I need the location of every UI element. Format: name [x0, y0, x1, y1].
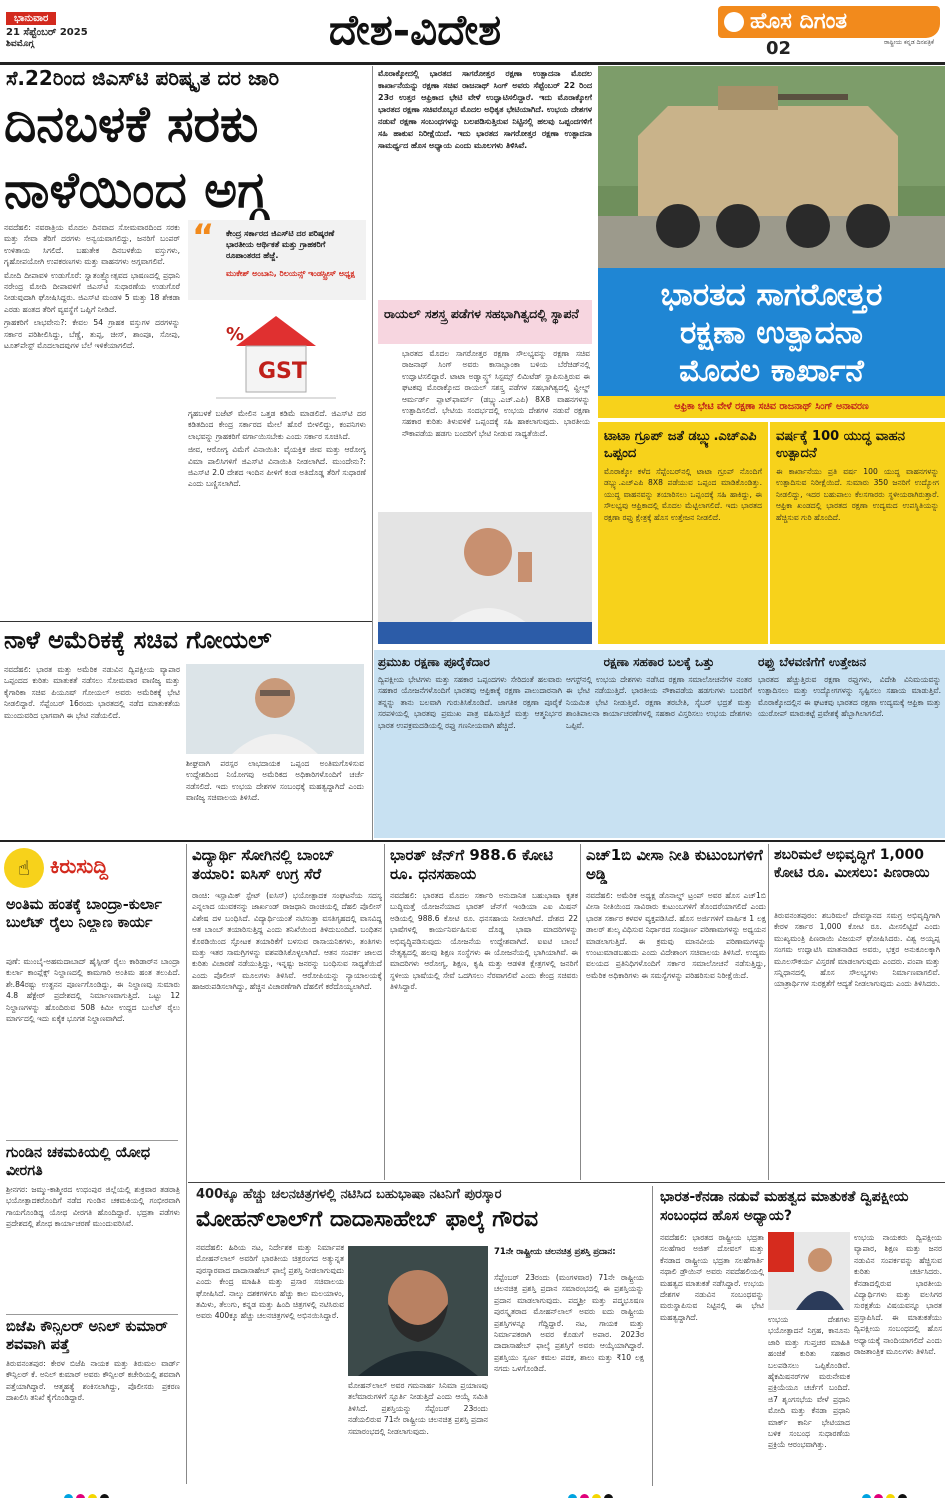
item3-body: ತಿರುವನಂತಪುರ: ಕೇರಳ ಬಿಜೆಪಿ ನಾಯಕ ಮತ್ತು ತಿರುಮಲ ವಾರ್ಡ್ ಕೌನ್ಸಿಲರ್ ಕೆ. ಅನಿಲ್ ಕುಮಾರ್ ಅವರು ಕೌನ್ಸಿಲರ್ ಕಚೇರಿಯಲ್ಲಿ ಶವವಾಗಿ ಪತ್ತೆಯಾಗಿದ್ದಾರೆ. ಆತ್ಮಹತ್ಯೆ ಶಂಕಿಸಲಾಗಿದ್ದು, ಪೊಲೀಸರು ಪ್ರಕರಣ ದಾಖಲಿಸಿ ತನಿಖೆ ಕೈಗೊಂಡಿದ್ದಾರೆ. — [6, 1359, 180, 1403]
mohanlal-side-body: ಸೆಪ್ಟೆಂಬರ್ 23ರಂದು (ಮಂಗಳವಾರ) 71ನೇ ರಾಷ್ಟ್ರೀಯ ಚಲನಚಿತ್ರ ಪ್ರಶಸ್ತಿ ಪ್ರದಾನ ಸಮಾರಂಭದಲ್ಲಿ ಈ ಪ್ರಶಸ್ತಿಯನ್ನು ಪ್ರದಾನ ಮಾಡಲಾಗುವುದು. ಪದ್ಮಶ್ರೀ ಮತ್ತು ಪದ್ಮಭೂಷಣ ಪುರಸ್ಕೃತರಾದ ಮೋಹನ್‌ಲಾಲ್ ಅವರು ಐದು ರಾಷ್ಟ್ರೀಯ ಪ್ರಶಸ್ತಿಗಳನ್ನೂ ಗೆದ್ದಿದ್ದಾರೆ. ನಟ, ಗಾಯಕ ಮತ್ತು ನಿರ್ಮಾಪಕರಾಗಿ ಅವರ ಕೊಡುಗೆ ಅಪಾರ. 2023ರ ದಾದಾಸಾಹೇಬ್ ಫಾಲ್ಕೆ ಪ್ರಶಸ್ತಿಗೆ ಅವರು ಆಯ್ಕೆಯಾಗಿದ್ದಾರೆ. ಪ್ರಶಸ್ತಿಯು ಸ್ವರ್ಣ ಕಮಲ ಪದಕ, ಶಾಲು ಮತ್ತು ₹10 ಲಕ್ಷ ನಗದು ಒಳಗೊಂಡಿದೆ. — [494, 1273, 644, 1374]
page-number: 02 — [766, 38, 792, 58]
gen-body: ನವದೆಹಲಿ: ಭಾರತದ ಮೊದಲ ಸರ್ಕಾರಿ ಅನುದಾನಿತ ಬಹುಭಾಷಾ ಕೃತಕ ಬುದ್ಧಿಮತ್ತೆ ಯೋಜನೆಯಾದ ಭಾರತ್ ಜೆನ್‌ಗೆ ಇಂಡಿಯಾ ಎಐ ಮಿಷನ್ ಅಡಿಯಲ್ಲಿ 988.6 ಕೋಟಿ ರೂ. ಧನಸಹಾಯ ನೀಡಲಾಗಿದೆ. ದೇಶದ 22 ಭಾಷೆಗಳಲ್ಲಿ ಕಾರ್ಯನಿರ್ವಹಿಸುವ ದೊಡ್ಡ ಭಾಷಾ ಮಾದರಿಗಳನ್ನು ಅಭಿವೃದ್ಧಿಪಡಿಸುವುದು ಯೋಜನೆಯ ಉದ್ದೇಶವಾಗಿದೆ. ಐಐಟಿ ಬಾಂಬೆ ನೇತೃತ್ವದಲ್ಲಿ ಹಲವು ಶಿಕ್ಷಣ ಸಂಸ್ಥೆಗಳು ಈ ಯೋಜನೆಯಲ್ಲಿ ಭಾಗಿಯಾಗಿವೆ. ಈ ಮಾದರಿಗಳು ಆರೋಗ್ಯ, ಶಿಕ್ಷಣ, ಕೃಷಿ ಮತ್ತು ಆಡಳಿತ ಕ್ಷೇತ್ರಗಳಲ್ಲಿ ಜನರಿಗೆ ಸ್ಥಳೀಯ ಭಾಷೆಯಲ್ಲಿ ಸೇವೆ ಒದಗಿಸಲು ನೆರವಾಗಲಿವೆ ಎಂದು ಕೇಂದ್ರ ಸಚಿವರು ತಿಳಿಸಿದ್ದಾರೆ. — [390, 891, 578, 992]
date-label: 21 ಸೆಪ್ಟೆಂಬರ್ 2025 — [6, 27, 88, 38]
logo-banner — [718, 6, 940, 38]
reg-dot-cyan — [568, 1494, 577, 1498]
sabarimala-headline: ಶಬರಿಮಲೆ ಅಭಿವೃದ್ಧಿಗೆ 1,000 ಕೋಟಿ ರೂ. ಮೀಸಲು: ಪಿಣರಾಯಿ — [774, 847, 930, 881]
paper-logo — [718, 6, 940, 58]
reg-dot-black — [898, 1494, 907, 1498]
isis-body: ರಾಂಚಿ: ಇಸ್ಲಾಮಿಕ್ ಸ್ಟೇಟ್ (ಐಸಿಸ್) ಭಯೋತ್ಪಾದಕ ಸಂಘಟನೆಯ ಸದಸ್ಯ ಎನ್ನಲಾದ ಯುವಕನನ್ನು ಜಾರ್ಖಂಡ್ ರಾಜಧಾನಿ ರಾಂಚಿಯಲ್ಲಿ ದೆಹಲಿ ಪೊಲೀಸ್ ವಿಶೇಷ ದಳ ಬಂಧಿಸಿದೆ. ವಿದ್ಯಾರ್ಥಿಯಂತೆ ನಟಿಸುತ್ತಾ ವಸತಿಗೃಹದಲ್ಲಿ ವಾಸವಿದ್ದ ಆತ ಬಾಂಬ್ ತಯಾರಿಸುತ್ತಿದ್ದ ಎಂದು ತನಿಖೆಯಿಂದ ತಿಳಿದುಬಂದಿದೆ. ಬಂಧಿತನ ಕೊಠಡಿಯಿಂದ ಸ್ಫೋಟಕ ತಯಾರಿಕೆಗೆ ಬಳಸುವ ರಾಸಾಯನಿಕಗಳು, ತಂತಿಗಳು ಮತ್ತು ಇತರ ಸಾಮಗ್ರಿಗಳನ್ನು ವಶಪಡಿಸಿಕೊಳ್ಳಲಾಗಿದೆ. ಆತನ ಸಂಪರ್ಕ ಜಾಲದ ಕುರಿತು ವಿಚಾರಣೆ ನಡೆಯುತ್ತಿದ್ದು, ಇನ್ನಷ್ಟು ಜನರನ್ನು ಬಂಧಿಸುವ ಸಾಧ್ಯತೆಯಿದೆ ಎಂದು ಪೊಲೀಸ್ ಮೂಲಗಳು ತಿಳಿಸಿವೆ. ಆರೋಪಿಯನ್ನು ನ್ಯಾಯಾಲಯಕ್ಕೆ ಹಾಜರುಪಡಿಸಲಾಗಿದ್ದು, ಹೆಚ್ಚಿನ ವಿಚಾರಣೆಗಾಗಿ ದೆಹಲಿಗೆ ಕರೆದೊಯ್ಯಲಾಗಿದೆ. — [192, 891, 382, 992]
canada-body-2: ಉಭಯ ದೇಶಗಳು ಭಯೋತ್ಪಾದನೆ ನಿಗ್ರಹ, ಕಾನೂನು ಜಾರಿ ಮತ್ತು ಗುಪ್ತಚರ ಮಾಹಿತಿ ಹಂಚಿಕೆ ಕುರಿತು ಸಹಕಾರ ಬಲಪಡಿಸಲು ಒಪ್ಪಿಕೊಂಡಿವೆ. ಹೈಕಮಿಷನರ್‌ಗಳ ಮರುನೇಮಕ ಪ್ರಕ್ರಿಯೆಯೂ ಚರ್ಚೆಗೆ ಬಂದಿದೆ. ಜಿ7 ಶೃಂಗಸಭೆಯ ವೇಳೆ ಪ್ರಧಾನಿ ಮೋದಿ ಮತ್ತು ಕೆನಡಾ ಪ್ರಧಾನಿ ಮಾರ್ಕ್ ಕಾರ್ನಿ ಭೇಟಿಯಾದ ಬಳಿಕ ಸಂಬಂಧ ಸುಧಾರಣೆಯ ಪ್ರಕ್ರಿಯೆ ಆರಂಭವಾಗಿತ್ತು. — [768, 1315, 850, 1450]
h1b-headline: ಎಚ್1ಬಿ ವೀಸಾ ನೀತಿ ಕುಟುಂಬಗಳಿಗೆ ಅಡ್ಡಿ — [586, 846, 763, 883]
goyal-story — [0, 624, 372, 839]
item3-head: ಬಿಜೆಪಿ ಕೌನ್ಸಿಲರ್ ಅನಿಲ್ ಕುಮಾರ್ ಶವವಾಗಿ ಪತ್ತೆ — [6, 1319, 168, 1353]
reg-dot-magenta — [76, 1494, 85, 1498]
info3-head: ರಫ್ತು ಬೆಳವಣಿಗೆಗೆ ಉತ್ತೇಜನ — [758, 655, 866, 669]
box2-head: ವರ್ಷಕ್ಕೆ 100 ಯುದ್ಧ ವಾಹನ ಉತ್ಪಾದನೆ — [776, 429, 905, 461]
defence-strap: ಆಫ್ರಿಕಾ ಭೇಟಿ ವೇಳೆ ರಕ್ಷಣಾ ಸಚಿವ ರಾಜನಾಥ್ ಸಿಂಗ್ ಅನಾವರಣ — [598, 396, 945, 418]
info2-head: ರಕ್ಷಣಾ ಸಹಕಾರ ಬಲಕ್ಕೆ ಒತ್ತು — [603, 655, 715, 669]
date-block — [6, 6, 118, 56]
rajnath-photo — [378, 512, 592, 644]
info1-body: ದ್ವಿಪಕ್ಷೀಯ ಭೇಟಿಗಳು ಮತ್ತು ಸಹಕಾರ ಒಪ್ಪಂದಗಳು ಸೇರಿದಂತೆ ಹಲವಾರು ಸಹಕಾರ ಯೋಜನೆಗಳೊಂದಿಗೆ ಭಾರತವು ಆಫ್ರಿಕಾಕ್ಕೆ ರಕ್ಷಣಾ ಪಾಲುದಾರನಾಗಿ ತನ್ನನ್ನು ತಾನು ಬಲವಾಗಿ ಗುರುತಿಸಿಕೊಂಡಿದೆ. ಜಾಗತಿಕ ರಕ್ಷಣಾ ಪೂರೈಕೆ ಸರಪಳಿಯಲ್ಲಿ ಭಾರತವು ಪ್ರಮುಖ ಪಾತ್ರ ವಹಿಸುತ್ತಿದೆ ಮತ್ತು ಆತ್ಮನಿರ್ಭರ ಭಾರತ ಉಪಕ್ರಮದಡಿಯಲ್ಲಿ ರಫ್ತು ಗಣನೀಯವಾಗಿ ಹೆಚ್ಚಿದೆ. — [378, 675, 562, 730]
gst-story — [0, 66, 372, 621]
reg-dot-black — [604, 1494, 613, 1498]
paper-tagline: ರಾಷ್ಟ್ರೀಯ ಕನ್ನಡ ದಿನಪತ್ರಿಕೆ — [883, 39, 934, 46]
mohanlal-side-head: 71ನೇ ರಾಷ್ಟ್ರೀಯ ಚಲನಚಿತ್ರ ಪ್ರಶಸ್ತಿ ಪ್ರದಾನ: — [494, 1247, 616, 1257]
defence-mid-text: ಭಾರತದ ಮೊದಲ ಸಾಗರೋತ್ತರ ರಕ್ಷಣಾ ಸೌಲಭ್ಯವನ್ನು ರಕ್ಷಣಾ ಸಚಿವ ರಾಜನಾಥ್ ಸಿಂಗ್ ಅವರು ಕಾಸಾಬ್ಲಾಂಕಾ ಬಳಿಯ ಬೆರೆಚಿಡ್‌ನಲ್ಲಿ ಉದ್ಘಾಟಿಸಲಿದ್ದಾರೆ. ಟಾಟಾ ಅಡ್ವಾನ್ಸ್ಡ್ ಸಿಸ್ಟಮ್ಸ್ ಲಿಮಿಟೆಡ್ ಸ್ಥಾಪಿಸುತ್ತಿರುವ ಈ ಘಟಕವು ಮೊರಾಕ್ಕೋದ ರಾಯಲ್ ಸಶಸ್ತ್ರ ಪಡೆಗಳ ಸಹಭಾಗಿತ್ವದಲ್ಲಿ ವ್ಹೀಲ್ಡ್ ಆರ್ಮರ್ಡ್ ಪ್ಲಾಟ್‌ಫಾರ್ಮ್ (ಡಬ್ಲ್ಯು.ಎಚ್.ಎಪಿ) 8X8 ವಾಹನಗಳನ್ನು ಉತ್ಪಾದಿಸಲಿದೆ. ಭೇಟಿಯ ಸಂದರ್ಭದಲ್ಲಿ ಉಭಯ ದೇಶಗಳ ನಡುವೆ ರಕ್ಷಣಾ ಸಹಕಾರ ಕುರಿತು ತಿಳುವಳಿಕೆ ಒಪ್ಪಂದಕ್ಕೆ ಸಹಿ ಹಾಕಲಾಗುವುದು. ಭಾರತೀಯ ನೌಕಾಪಡೆಯ ಹಡಗು ಬಂದರಿಗೆ ಭೇಟಿ ನೀಡುವ ಸಾಧ್ಯತೆಯಿದೆ. — [402, 349, 590, 438]
sabarimala-body: ತಿರುವನಂತಪುರಂ: ಶಬರಿಮಲೆ ದೇವಸ್ಥಾನದ ಸಮಗ್ರ ಅಭಿವೃದ್ಧಿಗಾಗಿ ಕೇರಳ ಸರ್ಕಾರ 1,000 ಕೋಟಿ ರೂ. ಮೀಸಲಿಟ್ಟಿದೆ ಎಂದು ಮುಖ್ಯಮಂತ್ರಿ ಪಿಣರಾಯಿ ವಿಜಯನ್ ಘೋಷಿಸಿದರು. ವಿಶ್ವ ಅಯ್ಯಪ್ಪ ಸಂಗಮ ಉದ್ಘಾಟಿಸಿ ಮಾತನಾಡಿದ ಅವರು, ಭಕ್ತರ ಅನುಕೂಲಕ್ಕಾಗಿ ಮೂಲಸೌಕರ್ಯ ವಿಸ್ತರಣೆ ಮಾಡಲಾಗುವುದು ಎಂದರು. ಪಂಪಾ ಮತ್ತು ಸನ್ನಿಧಾನದಲ್ಲಿ ಹೊಸ ಸೌಲಭ್ಯಗಳು ನಿರ್ಮಾಣವಾಗಲಿವೆ. ಯಾತ್ರಾರ್ಥಿಗಳ ಸುರಕ್ಷತೆಗೆ ಆದ್ಯತೆ ನೀಡಲಾಗುವುದು ಎಂದು ತಿಳಿಸಿದರು. — [774, 911, 940, 989]
gst-headline-1: ದಿನಬಳಕೆ ಸರಕು — [4, 94, 259, 153]
lamp-icon — [724, 12, 744, 32]
registration-marks-center — [568, 1488, 628, 1498]
gst-kicker: ಸೆ.22ರಿಂದ ಜಿಎಸ್‌ಟಿ ಪರಿಷ್ಕೃತ ದರ ಜಾರಿ — [6, 66, 280, 90]
isis-headline: ವಿದ್ಯಾರ್ಥಿ ಸೋಗಿನಲ್ಲಿ ಬಾಂಬ್ ತಯಾರಿ: ಐಸಿಸ್ ಉಗ್ರ ಸೆರೆ — [192, 846, 335, 883]
canada-body-1: ನವದೆಹಲಿ: ಭಾರತದ ರಾಷ್ಟ್ರೀಯ ಭದ್ರತಾ ಸಲಹೆಗಾರ ಅಜಿತ್ ದೋವಲ್ ಮತ್ತು ಕೆನಡಾದ ರಾಷ್ಟ್ರೀಯ ಭದ್ರತಾ ಸಲಹೆಗಾರ್ತಿ ನಥಾಲಿ ಡ್ರೌಯಿನ್ ಅವರು ನವದೆಹಲಿಯಲ್ಲಿ ಮಹತ್ವದ ಮಾತುಕತೆ ನಡೆಸಿದ್ದಾರೆ. ಉಭಯ ದೇಶಗಳ ನಡುವಿನ ಸಂಬಂಧವನ್ನು ಮರುಸ್ಥಾಪಿಸುವ ನಿಟ್ಟಿನಲ್ಲಿ ಈ ಭೇಟಿ ಮಹತ್ವದ್ದಾಗಿದೆ. — [660, 1233, 764, 1322]
canada-headline: ಭಾರತ-ಕೆನಡಾ ನಡುವೆ ಮಹತ್ವದ ಮಾತುಕತೆ ದ್ವಿಪಕ್ಷೀಯ ಸಂಬಂಧದ ಹೊಸ ಅಧ್ಯಾಯ? — [660, 1189, 909, 1224]
gst-body-5: ಜೀವ, ಆರೋಗ್ಯ ವಿಮೆಗೆ ವಿನಾಯಿತಿ: ವೈಯಕ್ತಿಕ ಜೀವ ಮತ್ತು ಆರೋಗ್ಯ ವಿಮಾ ಪಾಲಿಸಿಗಳಿಗೆ ಜಿಎಸ್‌ಟಿ ವಿನಾಯಿತಿ ನೀಡಲಾಗಿದೆ. ಮುಂದೇನು?: ಜಿಎಸ್‌ಟಿ 2.0 ದೇಶದ ಇಂದಿನ ಪೀಳಿಗೆ ಕಂಡ ಅತಿದೊಡ್ಡ ತೆರಿಗೆ ಸುಧಾರಣೆ ಎಂದು ಬಣ್ಣಿಸಲಾಗಿದೆ. — [188, 445, 366, 489]
registration-marks-left — [64, 1488, 124, 1498]
item2-body: ಶ್ರೀನಗರ: ಜಮ್ಮು-ಕಾಶ್ಮೀರದ ಉಧಂಪುರ ಜಿಲ್ಲೆಯಲ್ಲಿ ಶುಕ್ರವಾರ ತಡರಾತ್ರಿ ಭಯೋತ್ಪಾದಕರೊಂದಿಗೆ ನಡೆದ ಗುಂಡಿನ ಚಕಮಕಿಯಲ್ಲಿ ಗಂಭೀರವಾಗಿ ಗಾಯಗೊಂಡಿದ್ದ ಯೋಧ ವೀರಗತಿ ಹೊಂದಿದ್ದಾರೆ. ಭದ್ರತಾ ಪಡೆಗಳು ಪ್ರದೇಶದಲ್ಲಿ ಶೋಧ ಕಾರ್ಯಾಚರಣೆ ಮುಂದುವರಿಸಿವೆ. — [6, 1185, 180, 1229]
reg-dot-cyan — [862, 1494, 871, 1498]
kirusuddi-label-box — [4, 848, 180, 888]
gst-body-2: ಮೋದಿ ದೀಪಾವಳಿ ಉಡುಗೊರೆ: ಸ್ವಾತಂತ್ರ್ಯೋತ್ಸವದ ಭಾಷಣದಲ್ಲಿ ಪ್ರಧಾನಿ ನರೇಂದ್ರ ಮೋದಿ ದೀಪಾವಳಿಗೆ ಜಿಎಸ್‌ಟಿ ಸುಧಾರಣೆಯ ಉಡುಗೊರೆ ನೀಡುವುದಾಗಿ ಘೋಷಿಸಿದ್ದರು. ಜಿಎಸ್‌ಟಿ ಮಂಡಳಿ 5 ಮತ್ತು 18 ಶೇಕಡಾ ಎರಡು ಹಂತದ ತೆರಿಗೆ ವ್ಯವಸ್ಥೆಗೆ ಒಪ್ಪಿಗೆ ನೀಡಿದೆ. — [4, 270, 180, 314]
mohanlal-body-2: ಮೋಹನ್‌ಲಾಲ್ ಅವರ ಗಮನಾರ್ಹ ಸಿನಿಮಾ ಪ್ರಯಾಣವು ತಲೆಮಾರುಗಳಿಗೆ ಸ್ಫೂರ್ತಿ ನೀಡುತ್ತಿದೆ ಎಂದು ಆಯ್ಕೆ ಸಮಿತಿ ತಿಳಿಸಿದೆ. ಪ್ರಶಸ್ತಿಯನ್ನು ಸೆಪ್ಟೆಂಬರ್ 23ರಂದು ನಡೆಯಲಿರುವ 71ನೇ ರಾಷ್ಟ್ರೀಯ ಚಲನಚಿತ್ರ ಪ್ರಶಸ್ತಿ ಪ್ರದಾನ ಸಮಾರಂಭದಲ್ಲಿ ನೀಡಲಾಗುವುದು. — [348, 1381, 488, 1436]
canada-photo — [768, 1232, 850, 1310]
paper-name: ಹೊಸ ದಿಗಂತ — [750, 9, 848, 34]
infobar — [374, 650, 945, 838]
gen-headline: ಭಾರತ್ ಜೆನ್‌ಗೆ 988.6 ಕೋಟಿ ರೂ. ಧನಸಹಾಯ — [390, 846, 554, 883]
quote-mark-icon: “ — [192, 220, 215, 257]
item2-head: ಗುಂಡಿನ ಚಕಮಕಿಯಲ್ಲಿ ಯೋಧ ವೀರಗತಿ — [6, 1145, 151, 1179]
reg-dot-yellow — [592, 1494, 601, 1498]
banner-line-1: ಭಾರತದ ಸಾಗರೋತ್ತರ — [660, 277, 883, 313]
gst-body-4: ಗೃಹಬಳಕೆ ಬಜೆಟ್ ಮೇಲಿನ ಒತ್ತಡ ಕಡಿಮೆ ಮಾಡಲಿದೆ. ಜಿಎಸ್‌ಟಿ ದರ ಕಡಿತದಿಂದ ಕೇಂದ್ರ ಸರ್ಕಾರದ ಮೇಲೆ ಹೊರೆ ಬೀಳಲಿದ್ದು, ಕಂಪನಿಗಳು ಲಾಭವನ್ನು ಗ್ರಾಹಕರಿಗೆ ವರ್ಗಾಯಿಸಬೇಕು ಎಂದು ಸರ್ಕಾರ ಸೂಚಿಸಿದೆ. — [188, 409, 366, 441]
city-label: ಶಿವಮೊಗ್ಗ — [6, 39, 34, 49]
info1-head: ಪ್ರಮುಖ ರಕ್ಷಣಾ ಪೂರೈಕೆದಾರ — [378, 655, 490, 669]
box1-body: ಮೊರಾಕ್ಕೋ ಕಳೆದ ಸೆಪ್ಟೆಂಬರ್‌ನಲ್ಲಿ ಟಾಟಾ ಗ್ರೂಪ್ ನೊಂದಿಗೆ ಡಬ್ಲ್ಯು.ಎಚ್‌ಎಪಿ 8X8 ಪಡೆಯುವ ಒಪ್ಪಂದ ಮಾಡಿಕೊಂಡಿತ್ತು. ಯುದ್ಧ ವಾಹನವನ್ನು ತಯಾರಿಸಲು ಒಪ್ಪಂದಕ್ಕೆ ಸಹಿ ಹಾಕಿದ್ದು, ಈ ಸೌಲಭ್ಯವು ಆಫ್ರಿಕಾದಲ್ಲಿ ಮೊದಲ ಮೆಟ್ಟಿಲಾಗಲಿದೆ. ಇದು ಭಾರತದ ರಕ್ಷಣಾ ರಫ್ತು ಕ್ಷೇತ್ರಕ್ಕೆ ಹೊಸ ಉತ್ತೇಜನ ನೀಡಲಿದೆ. — [604, 467, 762, 522]
svg-text:%: % — [226, 324, 245, 345]
mohanlal-body-1: ನವದೆಹಲಿ: ಹಿರಿಯ ನಟ, ನಿರ್ದೇಶಕ ಮತ್ತು ನಿರ್ಮಾಪಕ ಮೋಹನ್‌ಲಾಲ್ ಅವರಿಗೆ ಭಾರತೀಯ ಚಿತ್ರರಂಗದ ಅತ್ಯುನ್ನತ ಪುರಸ್ಕಾರವಾದ ದಾದಾಸಾಹೇಬ್ ಫಾಲ್ಕೆ ಪ್ರಶಸ್ತಿ ನೀಡಲಾಗುವುದು ಎಂದು ಕೇಂದ್ರ ಮಾಹಿತಿ ಮತ್ತು ಪ್ರಸಾರ ಸಚಿವಾಲಯ ಘೋಷಿಸಿದೆ. ನಾಲ್ಕು ದಶಕಗಳಿಗೂ ಹೆಚ್ಚು ಕಾಲ ಮಲಯಾಳಂ, ತಮಿಳು, ತೆಲುಗು, ಕನ್ನಡ ಮತ್ತು ಹಿಂದಿ ಚಿತ್ರಗಳಲ್ಲಿ ನಟಿಸಿರುವ ಅವರು 400ಕ್ಕೂ ಹೆಚ್ಚು ಚಲನಚಿತ್ರಗಳಲ್ಲಿ ಅಭಿನಯಿಸಿದ್ದಾರೆ. — [196, 1243, 344, 1321]
registration-marks-right — [862, 1488, 922, 1498]
gst-headline-2: ನಾಳೆಯಿಂದ ಅಗ್ಗ — [4, 160, 268, 219]
defence-body-top — [378, 68, 592, 298]
goyal-body-1: ನವದೆಹಲಿ: ಭಾರತ ಮತ್ತು ಅಮೆರಿಕ ನಡುವಿನ ದ್ವಿಪಕ್ಷೀಯ ವ್ಯಾಪಾರ ಒಪ್ಪಂದದ ಕುರಿತು ಮಾತುಕತೆ ನಡೆಸಲು ಸೋಮವಾರ ವಾಣಿಜ್ಯ ಮತ್ತು ಕೈಗಾರಿಕಾ ಸಚಿವ ಪಿಯೂಷ್ ಗೋಯಲ್ ಅವರು ಅಮೆರಿಕಕ್ಕೆ ಭೇಟಿ ನೀಡಲಿದ್ದಾರೆ. ಸೆಪ್ಟೆಂಬರ್ 16ರಂದು ಭಾರತದಲ್ಲಿ ನಡೆದ ಮಾತುಕತೆಯ ಮುಂದುವರಿದ ಭಾಗವಾಗಿ ಈ ಭೇಟಿ ನಡೆಯಲಿದೆ. — [4, 665, 180, 720]
goyal-headline: ನಾಳೆ ಅಮೆರಿಕಕ್ಕೆ ಸಚಿವ ಗೋಯಲ್ — [4, 626, 272, 654]
banner-line-2: ರಕ್ಷಣಾ ಉತ್ಪಾದನಾ — [680, 315, 863, 351]
banner-line-3: ಮೊದಲ ಕಾರ್ಖಾನೆ — [679, 353, 864, 389]
section-title: ದೇಶ-ವಿದೇಶ — [328, 5, 502, 54]
box2 — [770, 422, 945, 644]
gst-quote-text: ಕೇಂದ್ರ ಸರ್ಕಾರದ ಜಿಎಸ್‌ಟಿ ದರ ಪರಿಷ್ಕರಣೆ ಭಾರತೀಯ ಆರ್ಥಿಕತೆ ಮತ್ತು ಗ್ರಾಹಕರಿಗೆ ರೂಪಾಂತರದ ಹೆಜ್ಜೆ. — [226, 229, 335, 260]
goyal-photo — [186, 664, 364, 754]
vehicle-photo — [598, 66, 945, 268]
reg-dot-cyan — [64, 1494, 73, 1498]
kirusuddi-label: ಕಿರುಸುದ್ದಿ — [50, 854, 109, 878]
box2-body: ಈ ಕಾರ್ಖಾನೆಯು ಪ್ರತಿ ವರ್ಷ 100 ಯುದ್ಧ ವಾಹನಗಳನ್ನು ಉತ್ಪಾದಿಸುವ ನಿರೀಕ್ಷೆಯಿದೆ. ಸುಮಾರು 350 ಜನರಿಗೆ ಉದ್ಯೋಗ ನೀಡಲಿದ್ದು, ಇದರ ಬಹುಪಾಲು ಕೆಲಸಗಾರರು ಸ್ಥಳೀಯರಾಗಿರುತ್ತಾರೆ. ಆಫ್ರಿಕಾ ಖಂಡದಲ್ಲಿ ಭಾರತದ ರಕ್ಷಣಾ ಉದ್ಯಮದ ಉಪಸ್ಥಿತಿಯನ್ನು ಹೆಚ್ಚಿಸುವ ಗುರಿ ಹೊಂದಿದೆ. — [776, 467, 939, 522]
mohanlal-headline: ಮೋಹನ್‌ಲಾಲ್‌ಗೆ ದಾದಾಸಾಹೇಬ್ ಫಾಲ್ಕೆ ಗೌರವ — [196, 1206, 539, 1232]
box1 — [598, 422, 768, 644]
h1b-body: ನವದೆಹಲಿ: ಅಮೆರಿಕ ಅಧ್ಯಕ್ಷ ಡೊನಾಲ್ಡ್ ಟ್ರಂಪ್ ಅವರ ಹೊಸ ಎಚ್1ಬಿ ವೀಸಾ ನೀತಿಯಿಂದ ಸಾವಿರಾರು ಕುಟುಂಬಗಳಿಗೆ ತೊಂದರೆಯಾಗಲಿದೆ ಎಂದು ಭಾರತ ಸರ್ಕಾರ ಕಳವಳ ವ್ಯಕ್ತಪಡಿಸಿದೆ. ಹೊಸ ಅರ್ಜಿಗಳಿಗೆ ವಾರ್ಷಿಕ 1 ಲಕ್ಷ ಡಾಲರ್ ಶುಲ್ಕ ವಿಧಿಸುವ ನಿರ್ಧಾರದ ಸಂಪೂರ್ಣ ಪರಿಣಾಮಗಳನ್ನು ಅಧ್ಯಯನ ಮಾಡಲಾಗುತ್ತಿದೆ. ಈ ಕ್ರಮವು ಮಾನವೀಯ ಪರಿಣಾಮಗಳನ್ನು ಉಂಟುಮಾಡಬಹುದು ಎಂದು ವಿದೇಶಾಂಗ ಸಚಿವಾಲಯ ತಿಳಿಸಿದೆ. ಉದ್ಯಮ ವಲಯದ ಪ್ರತಿನಿಧಿಗಳೊಂದಿಗೆ ಸರ್ಕಾರ ಸಮಾಲೋಚನೆ ನಡೆಸುತ್ತಿದ್ದು, ಅಮೆರಿಕ ಅಧಿಕಾರಿಗಳು ಈ ಸಮಸ್ಯೆಗಳನ್ನು ಪರಿಹರಿಸುವ ನಿರೀಕ್ಷೆಯಿದೆ. — [586, 891, 766, 980]
svg-text:GST: GST — [258, 359, 307, 384]
reg-dot-yellow — [886, 1494, 895, 1498]
day-label: ಭಾನುವಾರ — [6, 12, 56, 25]
reg-dot-magenta — [580, 1494, 589, 1498]
reg-dot-magenta — [874, 1494, 883, 1498]
gst-body-1: ನವದೆಹಲಿ: ನವರಾತ್ರಿಯ ಮೊದಲ ದಿನವಾದ ಸೋಮವಾರದಿಂದ ಸರಕು ಮತ್ತು ಸೇವಾ ತೆರಿಗೆ ದರಗಳು ಅನ್ವಯವಾಗಲಿದ್ದು, ಜನರಿಗೆ ಬಂಪರ್ ಉಳಿತಾಯ ಸಿಗಲಿದೆ. ಬಹುತೇಕ ದಿನಬಳಕೆಯ ವಸ್ತುಗಳು, ಗೃಹೋಪಯೋಗಿ ಉಪಕರಣಗಳು ಮತ್ತು ವಾಹನಗಳು ಅಗ್ಗವಾಗಲಿವೆ. — [4, 223, 180, 267]
gst-body-3: ಗ್ರಾಹಕರಿಗೆ ಲಾಭವೇನು?: ಕೇವಲ 54 ಗ್ರಾಹಕ ವಸ್ತುಗಳ ದರಗಳನ್ನು ಸರ್ಕಾರ ಪರಿಶೀಲಿಸಿದ್ದು, ಬೆಣ್ಣೆ, ತುಪ್ಪ, ಚೀಸ್, ಶಾಂಪೂ, ಸೋಪು, ಟೂತ್‌ಪೇಸ್ಟ್ ಮೊದಲಾದವುಗಳ ಬೆಲೆ ಇಳಿಕೆಯಾಗಲಿದೆ. — [4, 318, 180, 351]
mohanlal-photo — [348, 1246, 488, 1376]
masthead — [0, 0, 945, 62]
item1-head: ಅಂತಿಮ ಹಂತಕ್ಕೆ ಬಾಂದ್ರಾ-ಕುರ್ಲಾ ಬುಲೆಟ್ ರೈಲು ನಿಲ್ದಾಣ ಕಾರ್ಯ — [6, 897, 162, 931]
gst-quote-author: ಮುಕೇಶ್ ಅಂಬಾನಿ, ರಿಲಯನ್ಸ್ ಇಂಡಸ್ಟ್ರೀಸ್ ಅಧ್ಯಕ್ಷ — [226, 269, 355, 278]
box1-head: ಟಾಟಾ ಗ್ರೂಪ್ ಜತೆ ಡಬ್ಲ್ಯು.ಎಚ್‌ಎಪಿ ಒಪ್ಪಂದ — [604, 429, 757, 461]
reg-dot-black — [100, 1494, 109, 1498]
goyal-body-2: ಶೀಘ್ರವಾಗಿ ಪರಸ್ಪರ ಲಾಭದಾಯಕ ಒಪ್ಪಂದ ಅಂತಿಮಗೊಳಿಸುವ ಉದ್ದೇಶದಿಂದ ನಿಯೋಗವು ಅಮೆರಿಕದ ಅಧಿಕಾರಿಗಳೊಂದಿಗೆ ಚರ್ಚೆ ನಡೆಸಲಿದೆ. ಇದು ಉಭಯ ದೇಶಗಳ ಸಂಬಂಧಕ್ಕೆ ಮಹತ್ವದ್ದಾಗಿದೆ ಎಂದು ವಾಣಿಜ್ಯ ಸಚಿವಾಲಯ ತಿಳಿಸಿದೆ. — [186, 759, 364, 803]
kirusuddi-column — [0, 844, 184, 1484]
defence-subhead: ರಾಯಲ್ ಸಶಸ್ತ್ರ ಪಡೆಗಳ ಸಹಭಾಗಿತ್ವದಲ್ಲಿ ಸ್ಥಾಪನೆ — [378, 300, 592, 344]
mohanlal-kicker: 400ಕ್ಕೂ ಹೆಚ್ಚು ಚಲನಚಿತ್ರಗಳಲ್ಲಿ ನಟಿಸಿದ ಬಹುಭಾಷಾ ನಟನಿಗೆ ಪುರಸ್ಕಾರ — [196, 1187, 502, 1202]
gst-quote-box — [188, 220, 366, 300]
canada-story — [656, 1186, 945, 1486]
mohanlal-story — [190, 1186, 650, 1486]
item1-body: ಪುಣೆ: ಮುಂಬೈ-ಅಹಮದಾಬಾದ್ ಹೈಸ್ಪೀಡ್ ರೈಲು ಕಾರಿಡಾರ್‌ನ ಬಾಂದ್ರಾ ಕುರ್ಲಾ ಕಾಂಪ್ಲೆಕ್ಸ್ ನಿಲ್ದಾಣದಲ್ಲಿ ಕಾಮಗಾರಿ ಅಂತಿಮ ಹಂತ ತಲುಪಿದೆ. ಶೇ.84ರಷ್ಟು ಉತ್ಖನನ ಪೂರ್ಣಗೊಂಡಿದ್ದು, ಈ ನಿಲ್ದಾಣವು ಸುಮಾರು 4.8 ಹೆಕ್ಟೇರ್ ಪ್ರದೇಶದಲ್ಲಿ ನಿರ್ಮಾಣವಾಗುತ್ತಿದೆ. ಒಟ್ಟು 12 ನಿಲ್ದಾಣಗಳನ್ನು ಹೊಂದಿರುವ 508 ಕಿಮೀ ಉದ್ದದ ಬುಲೆಟ್ ರೈಲು ಮಾರ್ಗದಲ್ಲಿ ಇದು ಏಕೈಕ ಭೂಗತ ನಿಲ್ದಾಣವಾಗಿದೆ. — [6, 957, 180, 1024]
reg-dot-yellow — [88, 1494, 97, 1498]
gst-illustration — [206, 306, 346, 406]
info3-body: ಭಾರತದ ಹೆಚ್ಚುತ್ತಿರುವ ರಕ್ಷಣಾ ರಫ್ತುಗಳು, ವಿದೇಶಿ ವಿನಿಮಯವನ್ನು ಉತ್ಪಾದಿಸಲು ಮತ್ತು ಉದ್ಯೋಗಗಳನ್ನು ಸೃಷ್ಟಿಸಲು ಸಹಾಯ ಮಾಡುತ್ತಿವೆ. ಮೊರಾಕ್ಕೋದಲ್ಲಿನ ಈ ಘಟಕವು ಭಾರತದ ರಕ್ಷಣಾ ಉದ್ಯಮಕ್ಕೆ ಆಫ್ರಿಕಾ ಮತ್ತು ಯುರೋಪ್ ಮಾರುಕಟ್ಟೆ ಪ್ರವೇಶಕ್ಕೆ ಹೆಬ್ಬಾಗಿಲಾಗಲಿದೆ. — [758, 675, 941, 719]
canada-body-3: ಉಭಯ ನಾಯಕರು ದ್ವಿಪಕ್ಷೀಯ ವ್ಯಾಪಾರ, ಶಿಕ್ಷಣ ಮತ್ತು ಜನರ ನಡುವಿನ ಸಂಪರ್ಕವನ್ನು ಹೆಚ್ಚಿಸುವ ಕುರಿತು ಚರ್ಚಿಸಿದರು. ಕೆನಡಾದಲ್ಲಿರುವ ಭಾರತೀಯ ವಿದ್ಯಾರ್ಥಿಗಳು ಮತ್ತು ವಲಸಿಗರ ಸುರಕ್ಷತೆಯ ವಿಷಯವನ್ನೂ ಭಾರತ ಪ್ರಸ್ತಾಪಿಸಿದೆ. ಈ ಮಾತುಕತೆಯು ದ್ವಿಪಕ್ಷೀಯ ಸಂಬಂಧದಲ್ಲಿ ಹೊಸ ಅಧ್ಯಾಯಕ್ಕೆ ನಾಂದಿಯಾಗಲಿದೆ ಎಂದು ರಾಜತಾಂತ್ರಿಕ ಮೂಲಗಳು ತಿಳಿಸಿವೆ. — [854, 1233, 942, 1357]
info2-body: ಆಗಸ್ಟ್‌ನಲ್ಲಿ ಉಭಯ ದೇಶಗಳು ನಡೆಸಿದ ರಕ್ಷಣಾ ಸಮಾಲೋಚನೆಗಳ ನಂತರ ಈ ಭೇಟಿ ನಡೆಯುತ್ತಿದೆ. ಭಾರತೀಯ ನೌಕಾಪಡೆಯ ಹಡಗುಗಳು ಬಂದರಿಗೆ ನಿಯಮಿತ ಭೇಟಿ ನೀಡುತ್ತಿವೆ. ರಕ್ಷಣಾ ತರಬೇತಿ, ಸೈಬರ್ ಭದ್ರತೆ ಮತ್ತು ಶಾಂತಿಪಾಲನಾ ಕಾರ್ಯಾಚರಣೆಗಳಲ್ಲಿ ಸಹಕಾರ ವಿಸ್ತರಿಸಲು ಉಭಯ ದೇಶಗಳು ಒಪ್ಪಿವೆ. — [566, 675, 752, 730]
hand-icon: ☝ — [4, 848, 44, 888]
defence-top-text: ಮೊರಾಕ್ಕೋದಲ್ಲಿ ಭಾರತದ ಸಾಗರೋತ್ತರ ರಕ್ಷಣಾ ಉತ್ಪಾದನಾ ಮೊದಲ ಕಾರ್ಖಾನೆಯನ್ನು ರಕ್ಷಣಾ ಸಚಿವ ರಾಜನಾಥ್ ಸಿಂಗ್ ಅವರು ಸೆಪ್ಟೆಂಬರ್ 22 ರಿಂದ 23ರ ಉತ್ತರ ಆಫ್ರಿಕಾದ ಭೇಟಿ ವೇಳೆ ಉದ್ಘಾಟಿಸಲಿದ್ದಾರೆ. ಇದು ಮೊರಾಕ್ಕೋಗೆ ಭಾರತದ ರಕ್ಷಣಾ ಸಚಿವರೊಬ್ಬರ ಮೊದಲ ಅಧಿಕೃತ ಭೇಟಿಯಾಗಿದೆ. ಉಭಯ ದೇಶಗಳ ನಡುವೆ ರಕ್ಷಣಾ ಸಂಬಂಧಗಳನ್ನು ಬಲಪಡಿಸುತ್ತಿರುವ ನಿಟ್ಟಿನಲ್ಲಿ ಹಲವು ಒಪ್ಪಂದಗಳಿಗೆ ಸಹಿ ಹಾಕುವ ನಿರೀಕ್ಷೆಯಿದೆ. ಇದು ಭಾರತದ ಸಾಗರೋತ್ತರ ರಕ್ಷಣಾ ಉತ್ಪಾದನಾ ಸಾಮರ್ಥ್ಯದ ಹೊಸ ಅಧ್ಯಾಯ ಎಂದು ಮೂಲಗಳು ತಿಳಿಸಿವೆ. — [378, 69, 592, 150]
